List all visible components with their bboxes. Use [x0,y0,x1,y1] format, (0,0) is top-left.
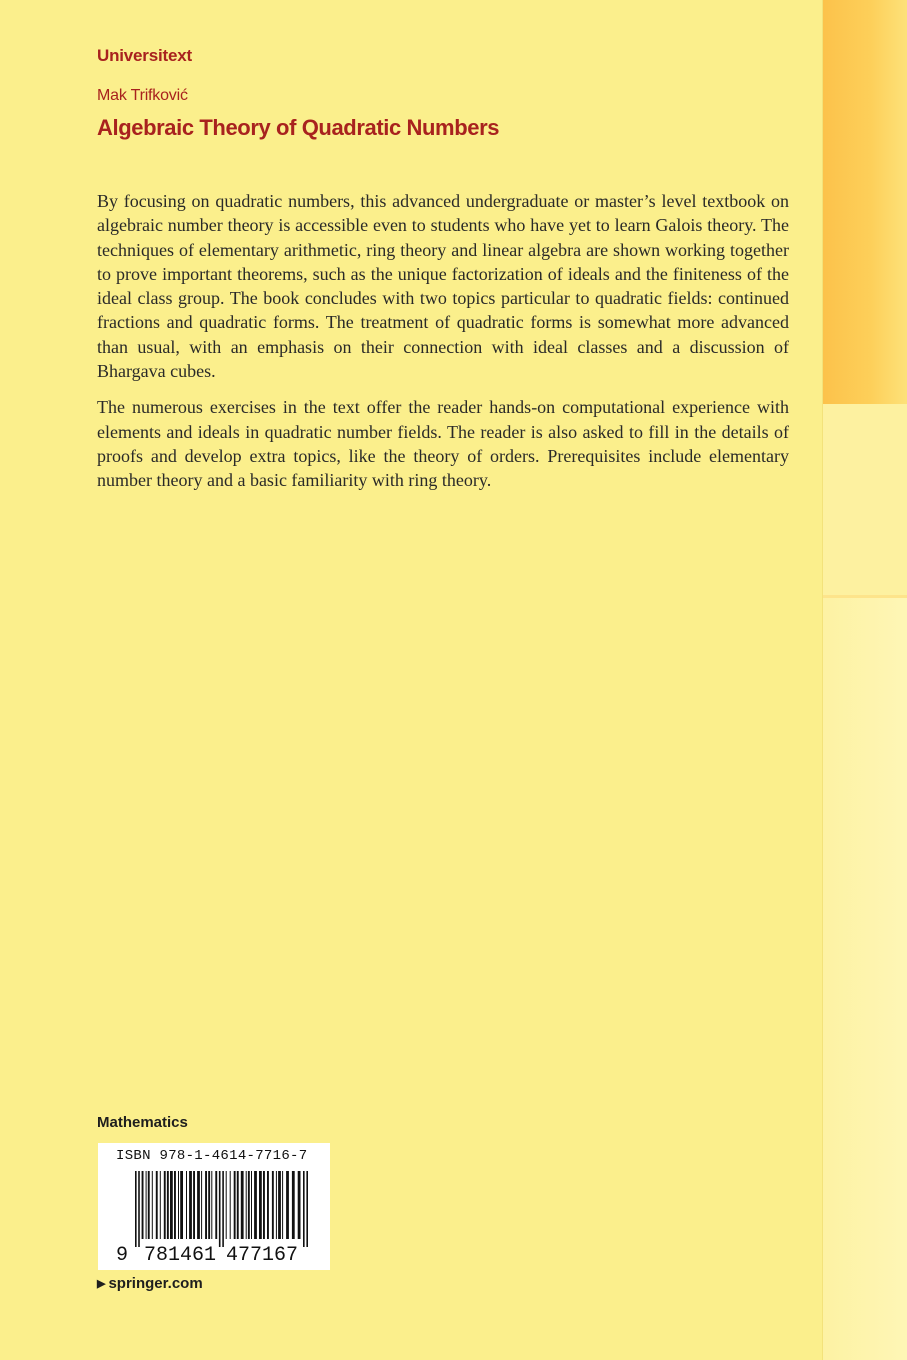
barcode-bar [278,1171,281,1239]
barcode-bar [135,1171,137,1247]
barcode-bar [222,1171,224,1247]
barcode-bar [164,1171,166,1239]
barcode [98,1143,330,1270]
barcode-bar [272,1171,274,1239]
triangle-right-icon: ▶ [97,1278,106,1290]
barcode-left-digits: 781461 [144,1244,217,1267]
barcode-bar [251,1171,252,1239]
barcode-bar [208,1171,210,1239]
barcode-bar [180,1171,183,1239]
barcode-bar [138,1171,140,1247]
barcode-bar [219,1171,221,1247]
barcode-bar [205,1171,207,1239]
subject-label: Mathematics [97,1114,188,1131]
description [97,189,789,505]
barcode-bar [254,1171,257,1239]
spine-accent [823,0,907,404]
barcode-bar [292,1171,295,1239]
barcode-bar [234,1171,236,1239]
barcode-bar [306,1171,308,1247]
spine-lower [823,598,907,1360]
barcode-bar [197,1171,200,1239]
barcode-bar [237,1171,239,1239]
barcode-bar [160,1171,161,1239]
description-paragraph-1: By focusing on quadratic numbers, this advanced undergraduate or master’s level textbook on algebraic number theory is accessible even to students who have yet to learn Galois theory. The techniques of elementary arithmetic, ring theory and linear algebra are shown working together to prove important theorems, such as the unique factorization of ideals and the finiteness of the ideal class group. The book concludes with two topics particular to quadratic fields: continued fractions and quadratic forms. The treatment of quadratic forms is somewhat more advanced than usual, with an emphasis on their connection with ideal classes and a discussion of Bhargava cubes. [97,191,789,382]
barcode-bar [167,1171,169,1239]
barcode-bar [259,1171,262,1239]
barcode-bar [267,1171,269,1239]
barcode-bar [241,1171,244,1239]
spine-band [822,0,907,1360]
barcode-bar [178,1171,179,1239]
barcode-bar [146,1171,147,1239]
barcode-bar [303,1171,305,1247]
barcode-bar [142,1171,144,1239]
barcode-bar [276,1171,277,1239]
barcode-bar [156,1171,158,1239]
barcode-bar [189,1171,192,1239]
barcode-bar [152,1171,153,1239]
series-name: Universitext [97,46,192,65]
barcode-bar [226,1171,227,1239]
description-paragraph-2: The numerous exercises in the text offer the reader hands-on computational experience with elements and ideals in quadratic number fields. The reader is also asked to fill in the details of proofs and develop extra topics, like the theory of orders. Prerequisites include elementary number theory and a basic familiarity with ring theory. [97,397,789,491]
barcode-right-digits: 477167 [226,1244,299,1267]
author-name: Mak Trifković [97,87,188,104]
barcode-bar [263,1171,265,1239]
barcode-bar [246,1171,247,1239]
barcode-bar [174,1171,176,1239]
barcode-bar [186,1171,187,1239]
book-title: Algebraic Theory of Quadratic Numbers [97,115,500,140]
publisher-website: springer.com [108,1275,203,1292]
barcode-bar [282,1171,283,1239]
barcode-bar [148,1171,150,1239]
isbn-number: ISBN 978-1-4614-7716-7 [116,1148,308,1164]
barcode-bar [298,1171,301,1239]
barcode-bar [230,1171,231,1239]
barcode-bar [248,1171,250,1239]
barcode-bar [193,1171,195,1239]
barcode-bar [170,1171,173,1239]
barcode-bar [211,1171,212,1239]
barcode-bar [215,1171,217,1239]
barcode-first-digit: 9 [116,1244,129,1267]
barcode-bar [201,1171,202,1239]
publisher-link[interactable] [97,1275,203,1292]
barcode-bar [286,1171,289,1239]
